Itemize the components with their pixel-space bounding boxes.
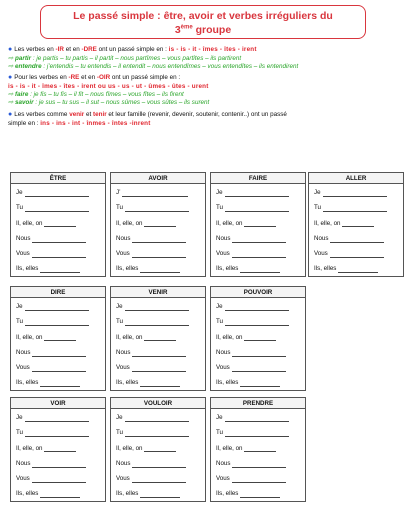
table-row	[111, 230, 205, 245]
answer-blank[interactable]	[132, 351, 186, 357]
answer-blank[interactable]	[232, 477, 286, 483]
pronoun-label: Tu	[116, 318, 123, 326]
answer-blank[interactable]	[25, 416, 89, 422]
pronoun-label: Vous	[116, 250, 130, 258]
pronoun-label: Vous	[116, 364, 130, 372]
title-line-2	[41, 23, 365, 37]
table-row	[111, 424, 205, 439]
table-row	[211, 260, 305, 275]
answer-blank[interactable]	[244, 335, 276, 341]
pronoun-label: Tu	[216, 429, 223, 437]
table-verb-header: DIRE	[11, 287, 105, 298]
answer-blank[interactable]	[342, 221, 374, 227]
table-row	[211, 374, 305, 389]
table-row	[211, 440, 305, 455]
pronoun-label: Tu	[116, 204, 123, 212]
pronoun-label: Nous	[16, 234, 31, 242]
pronoun-label: Nous	[116, 348, 131, 356]
conjugation-table-aller	[308, 172, 404, 277]
pronoun-label: Tu	[314, 204, 321, 212]
table-row	[111, 298, 205, 313]
conjugation-table-faire	[210, 172, 306, 277]
conjugation-table-venir	[110, 286, 206, 391]
answer-blank[interactable]	[232, 351, 286, 357]
pronoun-label: Tu	[16, 204, 23, 212]
table-row	[211, 230, 305, 245]
answer-blank[interactable]	[125, 320, 189, 326]
answer-blank[interactable]	[32, 462, 86, 468]
page-title	[40, 5, 366, 39]
rule2-text-c: ont un passé simple en :	[110, 74, 181, 82]
rule2-oir: -OIR	[96, 74, 111, 82]
table-row	[111, 409, 205, 424]
answer-blank[interactable]	[225, 191, 289, 197]
pronoun-label: Il, elle, on	[116, 444, 143, 452]
table-row	[211, 424, 305, 439]
table-verb-header: VENIR	[111, 287, 205, 298]
answer-blank[interactable]	[125, 431, 189, 437]
answer-blank[interactable]	[240, 492, 280, 498]
rule1-example-1	[8, 55, 412, 63]
rule3-line-2	[8, 120, 412, 128]
table-verb-header: PRENDRE	[211, 398, 305, 409]
table-row	[111, 485, 205, 500]
rule2-ex1-forms: : je fis – tu fis – il fit – nous fîmes – vous fîtes – ils firent	[28, 91, 184, 99]
rule3-text-d: simple en :	[8, 119, 41, 127]
conjugation-table-pouvoir	[210, 286, 306, 391]
pronoun-label: Je	[116, 303, 123, 310]
table-row	[111, 374, 205, 389]
rule1-intro	[8, 46, 412, 55]
rule1-example-2	[8, 63, 412, 71]
pronoun-label: Tu	[16, 318, 23, 326]
table-row	[11, 409, 105, 424]
pronoun-label: Nous	[16, 459, 31, 467]
table-row	[11, 313, 105, 328]
pronoun-label: Ils, elles	[116, 265, 139, 273]
answer-blank[interactable]	[225, 320, 289, 326]
pronoun-label: Je	[16, 189, 23, 196]
pronoun-label: Vous	[16, 364, 30, 372]
pronoun-label: Il, elle, on	[116, 333, 143, 341]
table-row	[11, 424, 105, 439]
answer-blank[interactable]	[25, 431, 89, 437]
pronoun-label: Je	[216, 414, 223, 421]
table-row	[211, 199, 305, 214]
answer-blank[interactable]	[125, 416, 189, 422]
answer-blank[interactable]	[323, 191, 387, 197]
table-row	[211, 298, 305, 313]
rule1-ex1-forms: : je partis – tu partis – il partit – nous partîmes – vous partîtes – ils partirent	[31, 54, 242, 62]
table-row	[211, 470, 305, 485]
title-number: 3	[174, 24, 181, 37]
table-row	[309, 260, 403, 275]
table-verb-header: AVOIR	[111, 173, 205, 184]
answer-blank[interactable]	[125, 206, 189, 212]
answer-blank[interactable]	[32, 366, 86, 372]
pronoun-label: Vous	[216, 364, 230, 372]
rule2-re: -RE	[68, 74, 80, 82]
pronoun-label: Ils, elles	[116, 379, 139, 387]
pronoun-label: Je	[16, 414, 23, 421]
table-row	[11, 344, 105, 359]
table-row	[11, 470, 105, 485]
pronoun-label: Je	[16, 303, 23, 310]
table-verb-header: ÊTRE	[11, 173, 105, 184]
conjugation-table-être	[10, 172, 106, 277]
rule1-ir: -IR	[55, 46, 64, 53]
table-row	[111, 329, 205, 344]
pronoun-label: Nous	[116, 234, 131, 242]
table-row	[111, 313, 205, 328]
pronoun-label: Il, elle, on	[16, 219, 43, 227]
rule-venir-tenir	[8, 111, 412, 128]
rule2-intro	[8, 74, 412, 83]
table-row	[309, 184, 403, 199]
answer-blank[interactable]	[40, 381, 80, 387]
table-row	[309, 245, 403, 260]
answer-blank[interactable]	[232, 237, 286, 243]
answer-blank[interactable]	[44, 221, 76, 227]
table-row	[11, 485, 105, 500]
rule2-ex2-forms: : je sus – tu sus – il sut – nous sûmes – vous sûtes – ils surent	[33, 98, 210, 106]
pronoun-label: Il, elle, on	[216, 444, 243, 452]
pronoun-label: Ils, elles	[16, 379, 39, 387]
answer-blank[interactable]	[25, 191, 89, 197]
answer-blank[interactable]	[25, 305, 89, 311]
pronoun-label: Nous	[16, 348, 31, 356]
conjugation-table-vouloir	[110, 397, 206, 502]
rule1-dre: -DRE	[81, 46, 97, 53]
answer-blank[interactable]	[225, 206, 289, 212]
answer-blank[interactable]	[132, 366, 186, 372]
pronoun-label: Il, elle, on	[216, 219, 243, 227]
answer-blank[interactable]	[338, 267, 378, 273]
table-row	[211, 215, 305, 230]
pronoun-label: Nous	[314, 234, 329, 242]
conjugation-table-prendre	[210, 397, 306, 502]
pronoun-label: Tu	[116, 429, 123, 437]
rule1-ex1-verb: partir	[15, 54, 32, 62]
answer-blank[interactable]	[232, 252, 286, 258]
table-verb-header: ALLER	[309, 173, 403, 184]
answer-blank[interactable]	[25, 320, 89, 326]
table-row	[111, 455, 205, 470]
bullet-icon: ●	[8, 46, 13, 53]
pronoun-label: Tu	[216, 204, 223, 212]
pronoun-label: Nous	[116, 459, 131, 467]
rule2-example-1	[8, 91, 412, 99]
table-row	[309, 199, 403, 214]
arrow-icon: ⇨	[8, 98, 16, 106]
arrow-icon: ⇨	[8, 91, 16, 99]
arrow-icon: ⇨	[8, 54, 16, 62]
conjugation-table-voir	[10, 397, 106, 502]
pronoun-label: Vous	[216, 250, 230, 258]
answer-blank[interactable]	[232, 366, 286, 372]
pronoun-label: Vous	[216, 475, 230, 483]
answer-blank[interactable]	[44, 335, 76, 341]
table-row	[111, 215, 205, 230]
table-row	[11, 440, 105, 455]
answer-blank[interactable]	[232, 462, 286, 468]
answer-blank[interactable]	[330, 237, 384, 243]
bullet-icon: ●	[8, 110, 13, 118]
arrow-icon: ⇨	[8, 62, 16, 70]
answer-blank[interactable]	[244, 446, 276, 452]
answer-blank[interactable]	[125, 305, 189, 311]
pronoun-label: Vous	[314, 250, 328, 258]
rule3-intro	[8, 111, 412, 120]
answer-blank[interactable]	[225, 305, 289, 311]
pronoun-label: Il, elle, on	[116, 219, 143, 227]
table-row	[111, 440, 205, 455]
pronoun-label: Ils, elles	[216, 265, 239, 273]
answer-blank[interactable]	[32, 477, 86, 483]
answer-blank[interactable]	[225, 416, 289, 422]
rules-section	[8, 46, 412, 131]
rule2-endings: is - is - it - îmes - îtes - irent ou us - us - ut - ûmes - ûtes - urent	[8, 83, 209, 91]
rule2-example-2	[8, 99, 412, 107]
title-line-1: Le passé simple : être, avoir et verbes irréguliers du	[73, 10, 333, 22]
answer-blank[interactable]	[144, 335, 176, 341]
rule3-text-c: et leur famille (revenir, devenir, soutenir, contenir..) ont un passé	[106, 110, 287, 118]
answer-blank[interactable]	[132, 462, 186, 468]
rule3-venir: venir	[69, 110, 85, 118]
pronoun-label: Ils, elles	[16, 490, 39, 498]
conjugation-table-dire	[10, 286, 106, 391]
pronoun-label: Il, elle, on	[216, 333, 243, 341]
table-row	[11, 455, 105, 470]
table-row	[211, 313, 305, 328]
table-row	[211, 455, 305, 470]
table-row	[111, 359, 205, 374]
pronoun-label: Ils, elles	[314, 265, 337, 273]
pronoun-label: Il, elle, on	[16, 333, 43, 341]
rule1-text-b: et en	[63, 46, 82, 53]
answer-blank[interactable]	[40, 267, 80, 273]
pronoun-label: Il, elle, on	[16, 444, 43, 452]
pronoun-label: Tu	[16, 429, 23, 437]
table-row	[211, 409, 305, 424]
table-row	[11, 359, 105, 374]
rule2-ex1-verb: faire	[15, 91, 29, 99]
answer-blank[interactable]	[330, 252, 384, 258]
table-row	[11, 215, 105, 230]
pronoun-label: Vous	[16, 475, 30, 483]
pronoun-label: J’	[116, 189, 121, 196]
rule2-text-a: Pour les verbes en	[14, 74, 69, 82]
table-row	[211, 329, 305, 344]
table-row	[111, 199, 205, 214]
title-groupe: groupe	[192, 24, 232, 37]
rule1-ex2-verb: entendre	[15, 62, 42, 70]
pronoun-label: Nous	[216, 459, 231, 467]
pronoun-label: Nous	[216, 234, 231, 242]
answer-blank[interactable]	[32, 252, 86, 258]
pronoun-label: Je	[216, 303, 223, 310]
rule2-text-b: et en	[79, 74, 97, 82]
pronoun-label: Je	[314, 189, 321, 196]
answer-blank[interactable]	[140, 381, 180, 387]
answer-blank[interactable]	[122, 191, 188, 197]
rule3-endings: ins - ins - int - înmes - întes -inrent	[40, 119, 151, 127]
pronoun-label: Nous	[216, 348, 231, 356]
answer-blank[interactable]	[132, 237, 186, 243]
answer-blank[interactable]	[244, 221, 276, 227]
table-row	[11, 184, 105, 199]
table-row	[211, 344, 305, 359]
table-row	[11, 374, 105, 389]
pronoun-label: Vous	[16, 250, 30, 258]
answer-blank[interactable]	[140, 267, 180, 273]
pronoun-label: Ils, elles	[116, 490, 139, 498]
pronoun-label: Il, elle, on	[314, 219, 341, 227]
table-row	[111, 260, 205, 275]
table-row	[111, 344, 205, 359]
rule1-ex2-forms: : j’entendis – tu entendis – il entendit – nous entendîmes – vous entendîtes – ils entendirent	[41, 62, 299, 70]
table-verb-header: VOIR	[11, 398, 105, 409]
rule2-ex2-verb: savoir	[15, 98, 34, 106]
answer-blank[interactable]	[40, 492, 80, 498]
table-row	[11, 329, 105, 344]
table-row	[309, 230, 403, 245]
table-row	[309, 215, 403, 230]
pronoun-label: Ils, elles	[216, 379, 239, 387]
answer-blank[interactable]	[132, 252, 186, 258]
table-row	[11, 230, 105, 245]
rule-ir-dre	[8, 46, 412, 70]
bullet-icon: ●	[8, 74, 13, 82]
answer-blank[interactable]	[140, 492, 180, 498]
table-verb-header: FAIRE	[211, 173, 305, 184]
pronoun-label: Tu	[216, 318, 223, 326]
rule-re-oir	[8, 74, 412, 106]
table-row	[111, 470, 205, 485]
answer-blank[interactable]	[144, 446, 176, 452]
table-row	[111, 184, 205, 199]
pronoun-label: Ils, elles	[216, 490, 239, 498]
table-row	[211, 485, 305, 500]
answer-blank[interactable]	[240, 267, 280, 273]
title-superscript: ème	[180, 24, 193, 31]
table-row	[111, 245, 205, 260]
table-verb-header: POUVOIR	[211, 287, 305, 298]
rule1-text-c: ont un passé simple en :	[96, 46, 169, 53]
answer-blank[interactable]	[25, 206, 89, 212]
pronoun-label: Je	[216, 189, 223, 196]
answer-blank[interactable]	[240, 381, 280, 387]
pronoun-label: Ils, elles	[16, 265, 39, 273]
table-row	[211, 359, 305, 374]
answer-blank[interactable]	[32, 351, 86, 357]
rule3-tenir: tenir	[93, 110, 107, 118]
rule3-text-b: et	[84, 110, 94, 118]
table-row	[11, 199, 105, 214]
table-row	[211, 245, 305, 260]
answer-blank[interactable]	[44, 446, 76, 452]
rule3-text-a: Les verbes comme	[14, 110, 70, 118]
table-row	[11, 245, 105, 260]
answer-blank[interactable]	[144, 221, 176, 227]
answer-blank[interactable]	[32, 237, 86, 243]
rule1-text-a: Les verbes en	[14, 46, 56, 53]
table-row	[11, 298, 105, 313]
table-row	[11, 260, 105, 275]
answer-blank[interactable]	[323, 206, 387, 212]
answer-blank[interactable]	[132, 477, 186, 483]
rule1-endings: is - is - it - îmes - îtes - irent	[168, 46, 257, 53]
table-row	[211, 184, 305, 199]
pronoun-label: Je	[116, 414, 123, 421]
conjugation-table-avoir	[110, 172, 206, 277]
answer-blank[interactable]	[225, 431, 289, 437]
table-verb-header: VOULOIR	[111, 398, 205, 409]
pronoun-label: Vous	[116, 475, 130, 483]
